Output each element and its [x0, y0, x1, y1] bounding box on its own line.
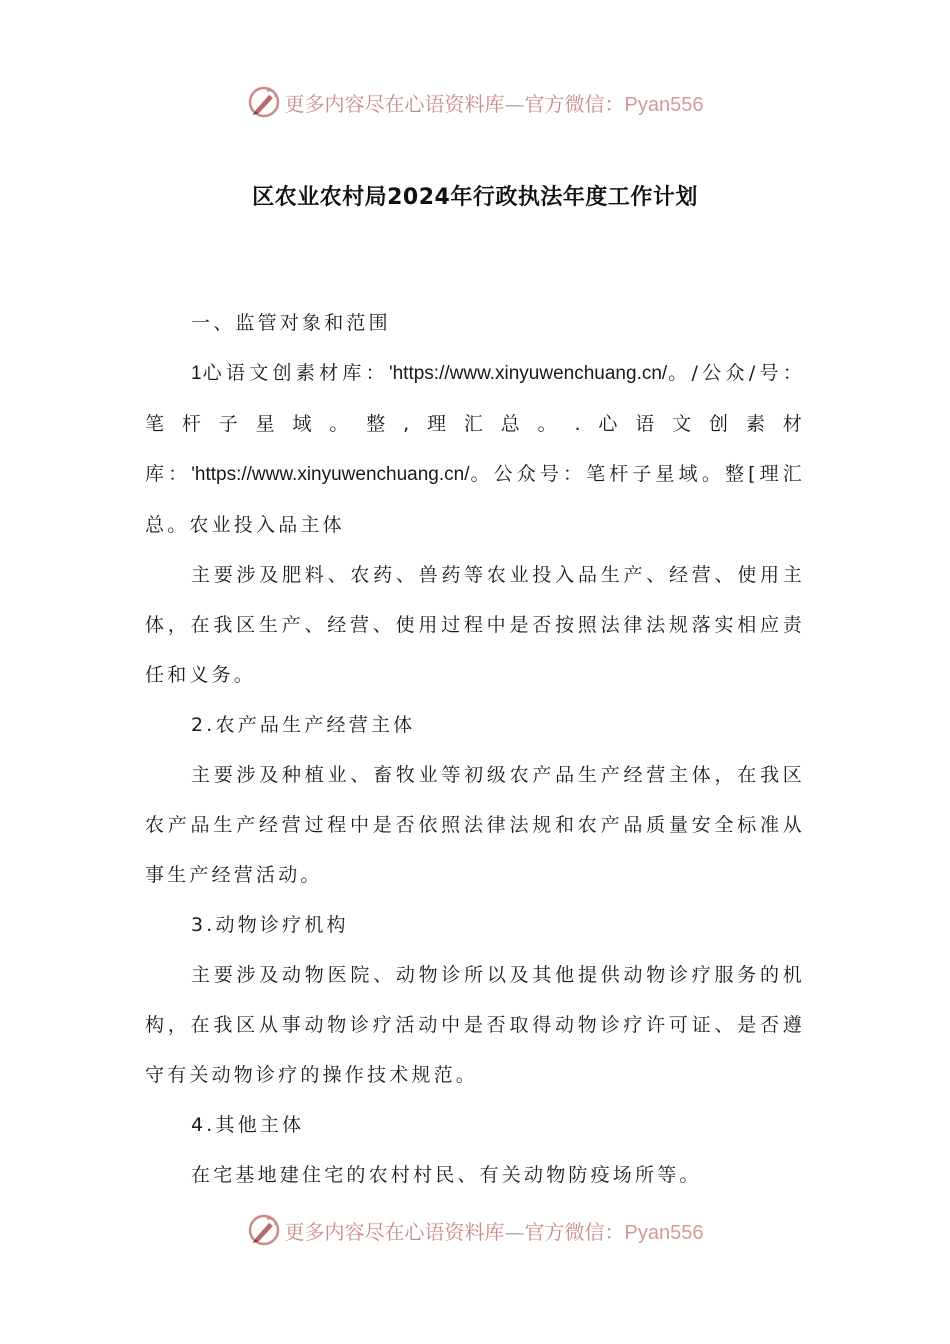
watermark-dash: — [504, 1219, 525, 1244]
item1-description: 主要涉及肥料、农药、兽药等农业投入品生产、经营、使用主体，在我区生产、经营、使用过程中是否按照法律法规落实相应责任和义务。 [145, 564, 805, 686]
document-body [145, 298, 805, 1200]
watermark-text [285, 88, 704, 117]
watermark-wechat-id: Pyan556 [624, 1221, 704, 1244]
watermark-site: 更多内容尽在心语资料库 [284, 91, 505, 116]
header-watermark [0, 82, 950, 122]
item3-heading: 3.动物诊疗机构 [191, 914, 349, 936]
item1-heading [145, 348, 805, 550]
watermark-official: 官方微信： [524, 1219, 625, 1244]
item2-heading: 2.农产品生产经营主体 [191, 714, 416, 736]
watermark-dash: — [504, 91, 525, 116]
pen-logo-icon [247, 1213, 281, 1247]
watermark-wechat-id: Pyan556 [624, 93, 704, 116]
item4-heading: 4.其他主体 [191, 1114, 305, 1136]
watermark-site: 更多内容尽在心语资料库 [284, 1219, 505, 1244]
watermark-official: 官方微信： [524, 91, 625, 116]
section1-heading: 一、监管对象和范围 [191, 312, 391, 334]
item1-url-a: 'https://www.xinyuwenchuang.cn/ [388, 363, 668, 384]
watermark-text [285, 1216, 704, 1245]
item1-text-b: 。/公众/号：笔杆子星域。整,理汇总。.心语文创素材库： [145, 362, 805, 485]
item1-text-a: 心语文创素材库： [201, 362, 389, 384]
document-title: 区农业农村局2024年行政执法年度工作计划 [252, 185, 698, 210]
item1-url-b: 'https://www.xinyuwenchuang.cn/ [191, 464, 470, 485]
item3-description: 主要涉及动物医院、动物诊所以及其他提供动物诊疗服务的机构，在我区从事动物诊疗活动中是否取得动物诊疗许可证、是否遵守有关动物诊疗的操作技术规范。 [145, 964, 805, 1086]
item4-description: 在宅基地建住宅的农村村民、有关动物防疫场所等。 [191, 1164, 702, 1186]
footer-watermark [0, 1210, 950, 1250]
item1-number: 1 [191, 363, 202, 384]
pen-logo-icon [247, 85, 281, 119]
item2-description: 主要涉及种植业、畜牧业等初级农产品生产经营主体，在我区农产品生产经营过程中是否依照法律法规和农产品质量安全标准从事生产经营活动。 [145, 764, 805, 886]
item1-text-c: 。公众号：笔杆子星域。整[理汇总。农业投入品主体 [145, 463, 805, 536]
